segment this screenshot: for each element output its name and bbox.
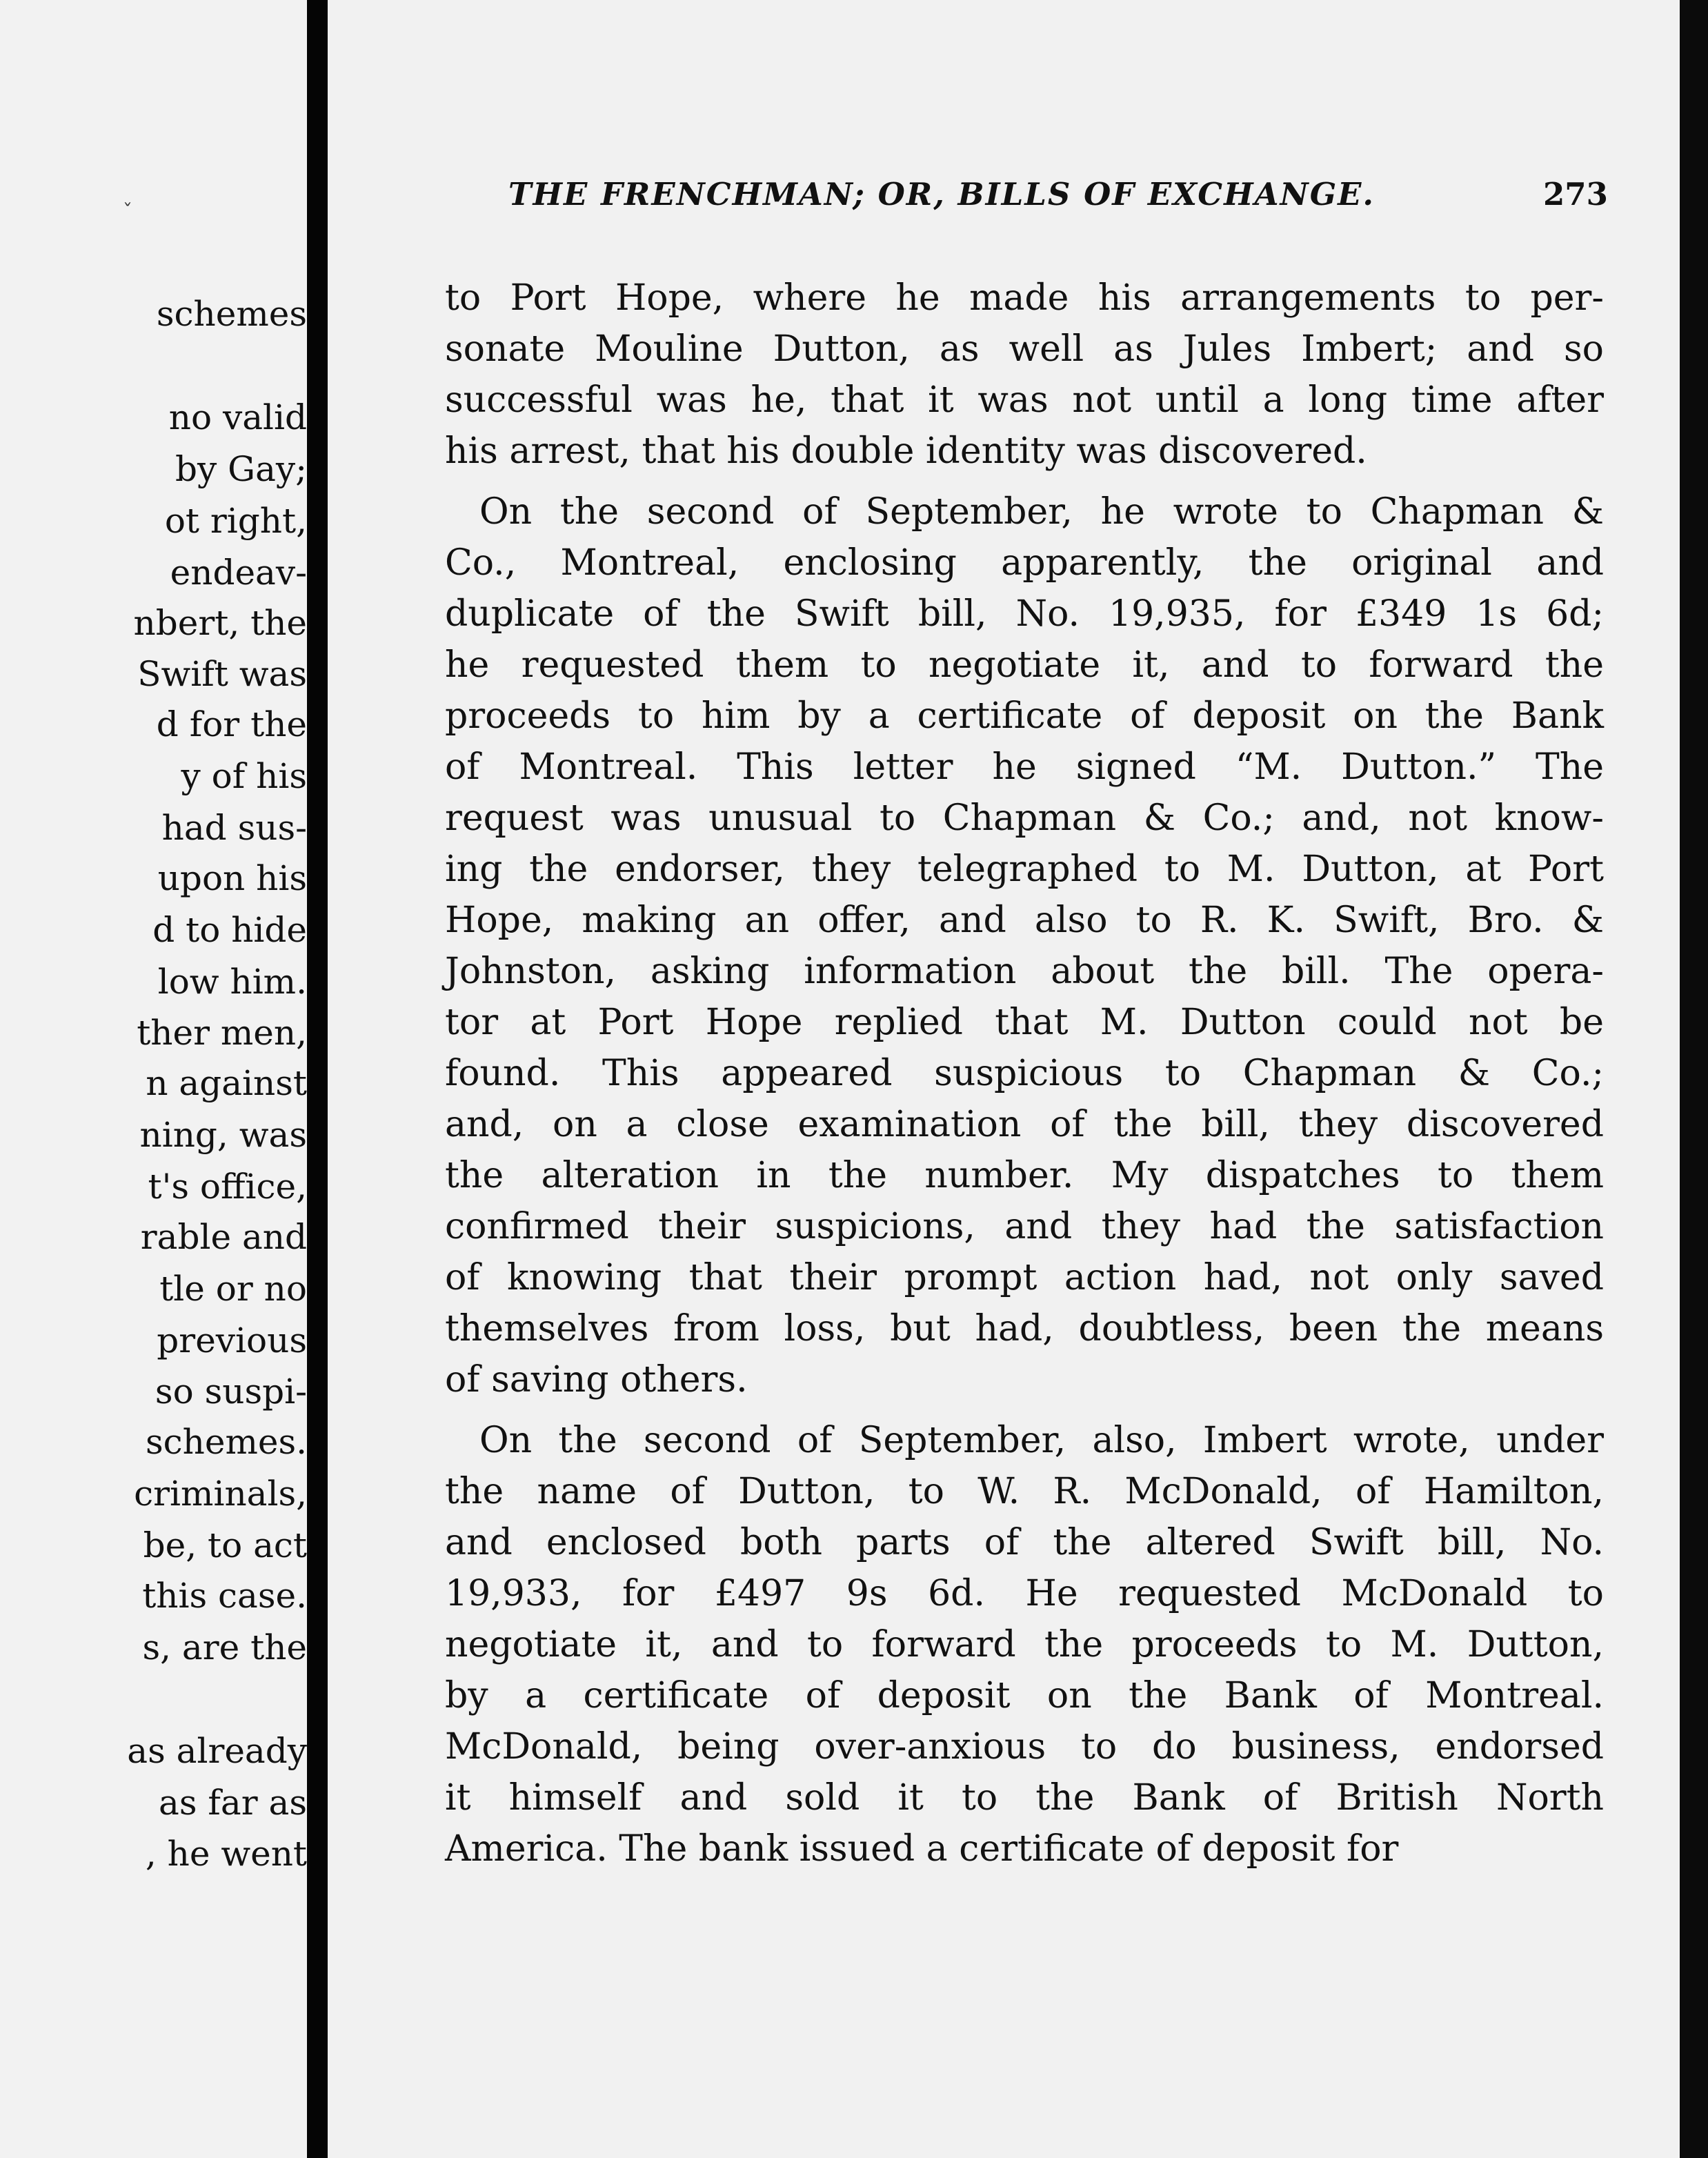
paragraph [445, 273, 1604, 477]
left-line: y of his [181, 756, 307, 796]
text-line: and, on a close examination of the bill, they discovered [445, 1104, 1604, 1145]
left-line: ther men, [137, 1013, 307, 1053]
text-line: of knowing that their prompt action had, not only saved [445, 1257, 1604, 1298]
text-line: On the second of September, also, Imbert wrote, under [479, 1420, 1604, 1461]
paragraph [445, 486, 1604, 1405]
left-line: criminals, [134, 1474, 307, 1514]
left-page [0, 0, 307, 2158]
body-text [445, 273, 1604, 1884]
left-line: previous [157, 1320, 307, 1360]
text-line: he requested them to negotiate it, and to forward the [445, 644, 1604, 686]
stray-mark: ˇ [123, 200, 132, 223]
text-line: tor at Port Hope replied that M. Dutton could not be [445, 1002, 1604, 1043]
text-line: his arrest, that his double identity was discovered. [445, 430, 1367, 472]
text-line: ing the endorser, they telegraphed to M. Dutton, at Port [445, 849, 1604, 890]
left-line: so suspi- [155, 1372, 307, 1412]
left-line: as far as [159, 1783, 307, 1823]
running-head [508, 176, 1608, 224]
left-line: by Gay; [175, 449, 307, 489]
left-line: had sus- [161, 808, 307, 848]
text-line: sonate Mouline Dutton, as well as Jules Imbert; and so [445, 328, 1604, 370]
left-line: rable and [140, 1217, 307, 1257]
text-line: successful was he, that it was not until a long time after [445, 379, 1604, 421]
text-line: request was unusual to Chapman & Co.; and, not know- [445, 798, 1604, 839]
left-line: endeav- [170, 553, 307, 593]
text-line: Co., Montreal, enclosing apparently, the original and [445, 542, 1604, 584]
scan-border [1680, 0, 1708, 2158]
text-line: of saving others. [445, 1359, 748, 1400]
text-line: themselves from loss, but had, doubtless, been the means [445, 1308, 1604, 1349]
left-line: tle or no [159, 1269, 307, 1309]
left-line: this case. [142, 1576, 307, 1616]
text-line: duplicate of the Swift bill, No. 19,935, for £349 1s 6d; [445, 593, 1604, 635]
text-line: and enclosed both parts of the altered Swift bill, No. [445, 1522, 1604, 1563]
left-line: Swift was [137, 654, 307, 694]
page-number: 273 [1543, 176, 1608, 212]
text-line: the alteration in the number. My dispatches to them [445, 1155, 1604, 1196]
left-line: d for the [156, 704, 307, 744]
text-line: McDonald, being over-anxious to do business, endorsed [445, 1726, 1604, 1768]
left-line: be, to act [143, 1525, 307, 1565]
text-line: 19,933, for £497 9s 6d. He requested McDonald to [445, 1573, 1604, 1614]
left-line: , he went [145, 1834, 307, 1874]
left-line: no valid [168, 397, 307, 437]
left-line: d to hide [152, 910, 307, 950]
left-line: upon his [157, 858, 307, 898]
left-line: schemes [156, 294, 307, 334]
text-line: Hope, making an offer, and also to R. K. Swift, Bro. & [445, 900, 1604, 941]
text-line: America. The bank issued a certificate of deposit for [445, 1828, 1399, 1870]
left-line: nbert, the [133, 603, 307, 643]
left-line: as already [127, 1731, 307, 1771]
book-gutter [307, 0, 328, 2158]
left-line: schemes. [145, 1422, 307, 1462]
text-line: On the second of September, he wrote to Chapman & [479, 491, 1604, 533]
left-line: ning, was [139, 1115, 307, 1155]
text-line: it himself and sold it to the Bank of British North [445, 1777, 1604, 1819]
text-line: to Port Hope, where he made his arrangements to per- [445, 277, 1604, 319]
left-line: low him. [157, 962, 307, 1002]
text-line: Johnston, asking information about the bill. The opera- [445, 951, 1604, 992]
text-line: found. This appeared suspicious to Chapman & Co.; [445, 1053, 1604, 1094]
right-page [328, 0, 1680, 2158]
text-line: the name of Dutton, to W. R. McDonald, of Hamilton, [445, 1471, 1604, 1512]
text-line: negotiate it, and to forward the proceeds to M. Dutton, [445, 1624, 1604, 1665]
left-line: ot right, [164, 501, 307, 541]
paragraph [445, 1415, 1604, 1874]
left-line: t's office, [148, 1167, 307, 1207]
text-line: by a certificate of deposit on the Bank of Montreal. [445, 1675, 1604, 1716]
text-line: proceeds to him by a certificate of deposit on the Bank [445, 695, 1604, 737]
left-line: s, are the [142, 1627, 307, 1667]
text-line: confirmed their suspicions, and they had the satisfaction [445, 1206, 1604, 1247]
left-line: n against [146, 1063, 307, 1103]
running-title: THE FRENCHMAN; OR, BILLS OF EXCHANGE. [508, 176, 1376, 212]
text-line: of Montreal. This letter he signed “M. Dutton.” The [445, 746, 1604, 788]
